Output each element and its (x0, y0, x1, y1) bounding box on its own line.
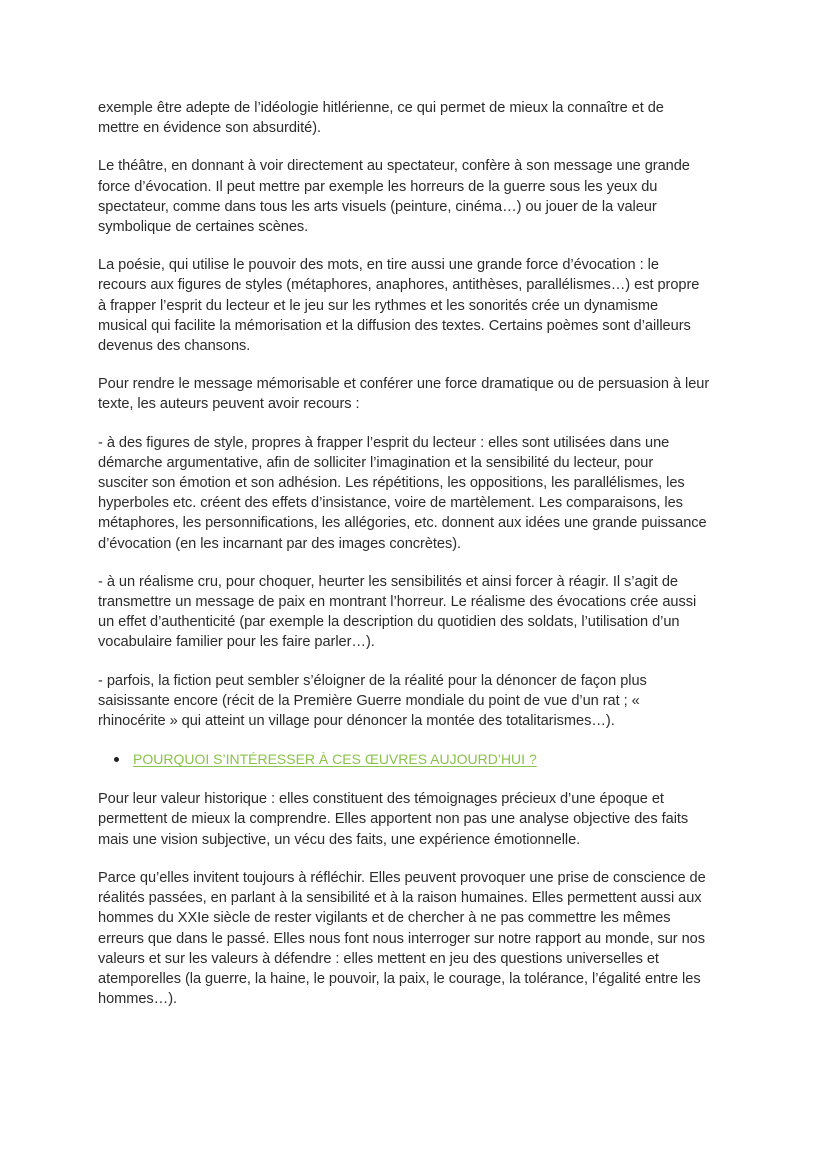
paragraph-figures-de-style: - à des figures de style, propres à frapper l’esprit du lecteur : elles sont utilisées dans une démarche argumentative, afin de solliciter l’imagination et la sensibilité du lecteur, pour susciter son émotion et son adhésion. Les répétitions, les oppositions, les parallélismes, les hyperboles etc. créent des effets d’insistance, voire de martèlement. Les comparaisons, les métaphores, les personnifications, les allégories, etc. donnent aux idées une grande puissance d’évocation (en les incarnant par des images concrètes). (98, 434, 707, 552)
paragraph-realisme: - à un réalisme cru, pour choquer, heurter les sensibilités et ainsi forcer à réagir. Il s’agit de transmettre un message de paix en montrant l’horreur. Le réalisme des évocations crée aussi un effet d’authenticité (par exemple la description du quotidien des soldats, l’utilisation d’un vocabulaire familier pour les faire parler…). (98, 573, 697, 651)
paragraph-reflechir: Parce qu’elles invitent toujours à réfléchir. Elles peuvent provoquer une prise de conscience de réalités passées, en parlant à la sensibilité et à la raison humaines. Elles permettent aussi aux hommes du XXIe siècle de rester vigilants et de chercher à ne pas commettre les mêmes erreurs que dans le passé. Elles nous font nous interroger sur notre rapport au monde, sur nos valeurs et sur les valeurs à défendre : elles mettent en jeu des questions universelles et atemporelles (la guerre, la haine, le pouvoir, la paix, le courage, la tolérance, l’égalité entre les hommes…). (98, 869, 706, 1008)
paragraph-recours-intro: Pour rendre le message mémorisable et conférer une force dramatique ou de persuasion à leur texte, les auteurs peuvent avoir recours : (98, 376, 710, 413)
section-heading-bullet (98, 749, 734, 769)
paragraph-poesie: La poésie, qui utilise le pouvoir des mots, en tire aussi une grande force d’évocation : le recours aux figures de styles (métaphores, anaphores, antithèses, parallélismes…) est propre à frapper l’esprit du lecteur et le jeu sur les rythmes et les sonorités crée un dynamisme musical qui facilite la mémorisation et la diffusion des textes. Certains poèmes sont d’ailleurs devenus des chansons. (98, 257, 700, 355)
paragraph-ideologie: exemple être adepte de l’idéologie hitlérienne, ce qui permet de mieux la connaître et de mettre en évidence son absurdité). (98, 100, 664, 137)
document-page (98, 98, 734, 1027)
paragraph-fiction: - parfois, la fiction peut sembler s’éloigner de la réalité pour la dénoncer de façon plus saisissante encore (récit de la Première Guerre mondiale du point de vue d’un rat ; « rhinocérite » qui atteint un village pour dénoncer la montée des totalitarismes…). (98, 672, 647, 730)
paragraph-theatre: Le théâtre, en donnant à voir directement au spectateur, confère à son message une grande force d’évocation. Il peut mettre par exemple les horreurs de la guerre sous les yeux du spectateur, comme dans tous les arts visuels (peinture, cinéma…) ou jouer de la valeur symbolique de certaines scènes. (98, 158, 690, 236)
section-heading-link[interactable]: POURQUOI S’INTÉRESSER À CES ŒUVRES AUJOURD’HUI ? (133, 751, 537, 768)
bullet-dot-icon (114, 757, 119, 762)
paragraph-valeur-historique: Pour leur valeur historique : elles constituent des témoignages précieux d’une époque et permettent de mieux la comprendre. Elles apportent non pas une analyse objective des faits mais une vision subjective, un vécu des faits, une expérience émotionnelle. (98, 791, 689, 848)
